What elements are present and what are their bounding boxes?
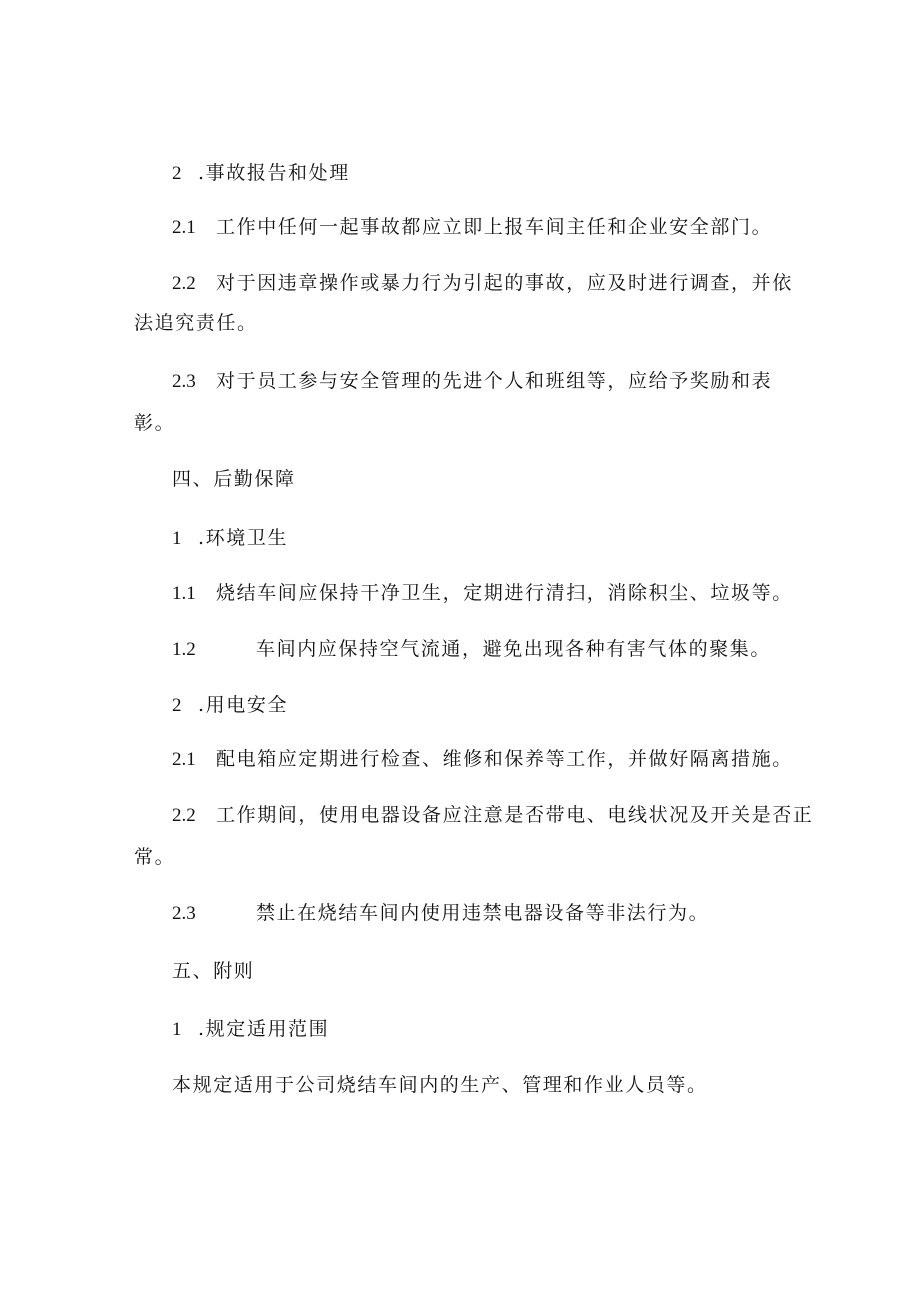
heading-number: 1 (172, 1019, 182, 1040)
clause-number: 2.2 (172, 273, 196, 294)
clause-2-2 (172, 270, 793, 297)
clause-2-3 (172, 368, 772, 395)
chapter-title: 五、附则 (172, 960, 255, 982)
body-paragraph (172, 1072, 708, 1098)
clause-text: 烧结车间应保持干净卫生，定期进行清扫，消除积尘、垃圾等。 (216, 582, 793, 604)
chapter-heading-4 (172, 466, 296, 492)
clause-2-2 (172, 802, 813, 829)
clause-text: 工作中任何一起事故都应立即上报车间主任和企业安全部门。 (216, 216, 773, 238)
clause-2-1 (172, 746, 793, 773)
clause-2-3 (172, 900, 709, 927)
heading-text: .环境卫生 (198, 527, 289, 549)
clause-1-2 (172, 636, 771, 663)
clause-2-2-continuation (134, 844, 175, 870)
clause-text: 对于因违章操作或暴力行为引起的事故，应及时进行调查，并依 (216, 272, 793, 294)
clause-2-2-continuation (134, 310, 258, 336)
heading-number: 2 (172, 695, 182, 716)
clause-text: 常。 (134, 846, 176, 868)
clause-number: 1.2 (172, 639, 196, 660)
clause-number: 2.1 (172, 749, 196, 770)
clause-number: 2.3 (172, 371, 196, 392)
clause-2-3-continuation (134, 410, 175, 436)
clause-2-1 (172, 214, 772, 241)
clause-text: 工作期间，使用电器设备应注意是否带电、电线状况及开关是否正 (216, 804, 814, 826)
heading-text: .用电安全 (198, 694, 289, 716)
clause-number: 1.1 (172, 583, 196, 604)
section-heading (172, 692, 288, 719)
clause-text: 对于员工参与安全管理的先进个人和班组等，应给予奖励和表 (216, 370, 773, 392)
clause-text: 禁止在烧结车间内使用违禁电器设备等非法行为。 (256, 902, 710, 924)
section-heading (172, 160, 350, 187)
clause-text: 彰。 (134, 412, 176, 434)
section-heading (172, 525, 288, 552)
clause-number: 2.3 (172, 903, 196, 924)
chapter-heading-5 (172, 958, 254, 984)
heading-text: .事故报告和处理 (198, 162, 350, 184)
heading-number: 2 (172, 163, 182, 184)
clause-text: 车间内应保持空气流通，避免出现各种有害气体的聚集。 (256, 638, 772, 660)
clause-number: 2.2 (172, 805, 196, 826)
clause-1-1 (172, 580, 793, 607)
heading-number: 1 (172, 528, 182, 549)
clause-text: 法追究责任。 (134, 312, 258, 334)
clause-number: 2.1 (172, 217, 196, 238)
clause-text: 配电箱应定期进行检查、维修和保养等工作，并做好隔离措施。 (216, 748, 793, 770)
heading-text: .规定适用范围 (198, 1018, 330, 1040)
chapter-title: 四、后勤保障 (172, 468, 296, 490)
section-heading (172, 1016, 329, 1043)
paragraph-text: 本规定适用于公司烧结车间内的生产、管理和作业人员等。 (172, 1074, 708, 1096)
